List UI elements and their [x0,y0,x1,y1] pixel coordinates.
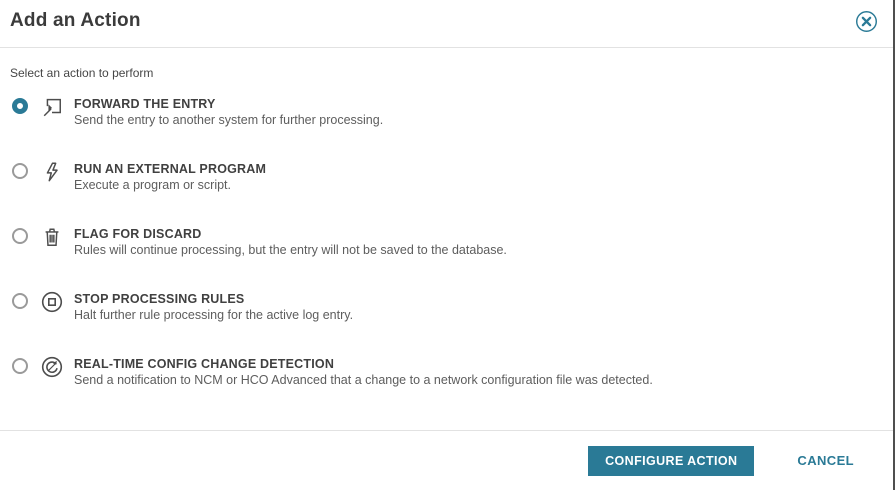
option-description: Halt further rule processing for the active log entry. [74,308,354,322]
sync-circle-icon [40,355,64,379]
action-option-row-0[interactable] [10,96,883,128]
radio-button[interactable] [12,293,28,309]
option-description: Send a notification to NCM or HCO Advanced that a change to a network configuration file was detected. [74,373,653,387]
radio-button[interactable] [12,228,28,244]
option-description: Rules will continue processing, but the entry will not be saved to the database. [74,243,507,257]
action-option-row-1[interactable] [10,161,883,193]
dialog-subtitle: Select an action to perform [10,66,154,80]
option-title: RUN AN EXTERNAL PROGRAM [74,162,267,176]
radio-button[interactable] [12,98,28,114]
close-button[interactable] [855,10,878,33]
radio-button[interactable] [12,358,28,374]
configure-action-button[interactable]: CONFIGURE ACTION [588,446,754,476]
dialog-footer [0,430,893,490]
dialog-title: Add an Action [10,10,141,31]
lightning-bolt-icon [40,160,64,184]
action-option-row-2[interactable] [10,226,883,258]
option-title: FORWARD THE ENTRY [74,97,216,111]
option-title: FLAG FOR DISCARD [74,227,202,241]
option-title: REAL-TIME CONFIG CHANGE DETECTION [74,357,335,371]
forward-into-box-icon [40,95,64,119]
cancel-button[interactable]: CANCEL [797,453,854,468]
radio-button[interactable] [12,163,28,179]
option-description: Send the entry to another system for further processing. [74,113,384,127]
action-option-row-3[interactable] [10,291,883,323]
action-option-row-4[interactable] [10,356,883,388]
option-title: STOP PROCESSING RULES [74,292,245,306]
options-list [10,96,883,388]
trash-icon [40,225,64,249]
close-icon [855,10,878,33]
dialog-body [0,48,893,430]
stop-circle-icon [40,290,64,314]
option-description: Execute a program or script. [74,178,232,192]
dialog-header [0,0,893,48]
